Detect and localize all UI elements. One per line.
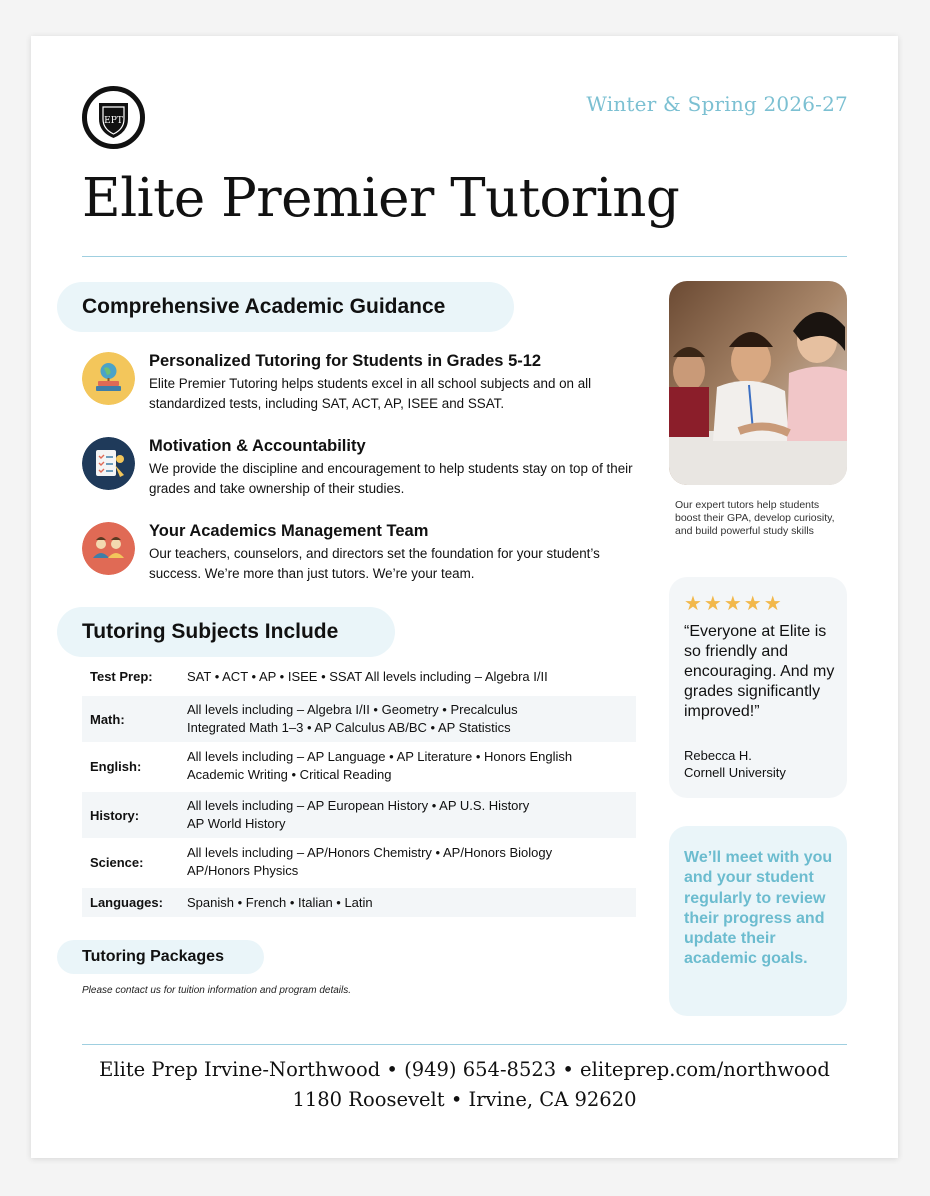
subject-label: Math:: [90, 711, 125, 727]
shield-logo-icon: [82, 86, 145, 149]
table-row: [82, 888, 636, 917]
subject-label: Languages:: [90, 895, 163, 910]
rating-stars-icon: ★★★★★: [684, 593, 784, 615]
table-row: [82, 838, 636, 886]
checklist-icon: [82, 437, 135, 490]
subject-label: History:: [90, 807, 140, 823]
subject-line: All levels including – AP European History • AP U.S. History: [187, 798, 530, 813]
table-row: [82, 659, 636, 694]
testimonial-author-block: [684, 747, 786, 781]
table-row: [82, 696, 636, 742]
subject-line: Integrated Math 1–3 • AP Calculus AB/BC • AP Statistics: [187, 720, 511, 735]
feature-item-personalized: [82, 352, 642, 422]
subject-label: English:: [90, 758, 142, 774]
table-row: [82, 792, 636, 838]
packages-note: Please contact us for tuition information and program details.: [82, 985, 352, 996]
subject-line: All levels including – AP/Honors Chemistry • AP/Honors Biology: [187, 845, 553, 860]
feature-title: Motivation & Accountability: [149, 437, 366, 455]
guidance-heading-pill: [57, 282, 514, 332]
packages-heading: Tutoring Packages: [82, 948, 224, 965]
subjects-heading-pill: [57, 607, 395, 657]
subject-value: [187, 844, 552, 880]
feature-title: Your Academics Management Team: [149, 522, 429, 540]
subject-line: All levels including – Algebra I/II • Geometry • Precalculus: [187, 702, 518, 717]
testimonial-author: Rebecca H.: [684, 748, 752, 763]
subject-line: AP/Honors Physics: [187, 863, 299, 878]
subject-line: Academic Writing • Critical Reading: [187, 767, 392, 782]
feature-description: We provide the discipline and encouragement to help students stay on top of their grades and take ownership of their studies.: [149, 461, 633, 496]
subject-label: Science:: [90, 854, 144, 870]
page-title: Elite Premier Tutoring: [82, 168, 680, 229]
feature-item-motivation: [82, 437, 642, 507]
header-divider: [82, 256, 847, 257]
subject-value: [187, 894, 373, 912]
guidance-heading: Comprehensive Academic Guidance: [82, 295, 446, 318]
subject-value: [187, 748, 572, 784]
subject-value: [187, 701, 518, 737]
callout-text: We’ll meet with you and your student regularly to review their progress and update their academic goals.: [684, 849, 833, 968]
logo-text: EPT: [104, 116, 123, 126]
footer-divider: [82, 1044, 847, 1045]
testimonial-school: Cornell University: [684, 765, 786, 780]
subjects-heading: Tutoring Subjects Include: [82, 620, 339, 643]
feature-description: Our teachers, counselors, and directors set the foundation for your student’s success. We’re more than just tutors. We’re your team.: [149, 546, 600, 581]
packages-heading-pill: [57, 940, 264, 974]
photo-caption: Our expert tutors help students boost their GPA, develop curiosity, and build powerful study skills: [675, 499, 835, 537]
subject-value: [187, 797, 529, 833]
season-label: Winter & Spring 2026-27: [586, 92, 848, 116]
subject-line: AP World History: [187, 816, 286, 831]
table-row: [82, 742, 636, 790]
globe-books-icon: [82, 352, 135, 405]
students-photo: [669, 281, 847, 485]
subject-line: Spanish • French • Italian • Latin: [187, 894, 373, 910]
team-icon: [82, 522, 135, 575]
feature-description: Elite Premier Tutoring helps students excel in all school subjects and on all standardized tests, including SAT, ACT, AP, ISEE and SSAT.: [149, 376, 592, 411]
subject-label: Test Prep:: [90, 669, 153, 684]
subject-line: SAT • ACT • AP • ISEE • SSAT All levels including – Algebra I/II: [187, 668, 548, 684]
testimonial-quote: “Everyone at Elite is so friendly and encouraging. And my grades significantly improved!”: [684, 623, 835, 720]
footer-contact-line: Elite Prep Irvine-Northwood • (949) 654-8523 • eliteprep.com/northwood: [99, 1058, 830, 1081]
testimonial-card: [669, 577, 847, 798]
callout-card: [669, 826, 847, 1016]
feature-title: Personalized Tutoring for Students in Grades 5-12: [149, 352, 542, 370]
feature-item-team: [82, 522, 642, 592]
subject-value: [187, 668, 548, 686]
subject-line: All levels including – AP Language • AP Literature • Honors English: [187, 749, 573, 764]
subjects-table: [82, 659, 636, 917]
footer-address-line: 1180 Roosevelt • Irvine, CA 92620: [292, 1088, 637, 1111]
